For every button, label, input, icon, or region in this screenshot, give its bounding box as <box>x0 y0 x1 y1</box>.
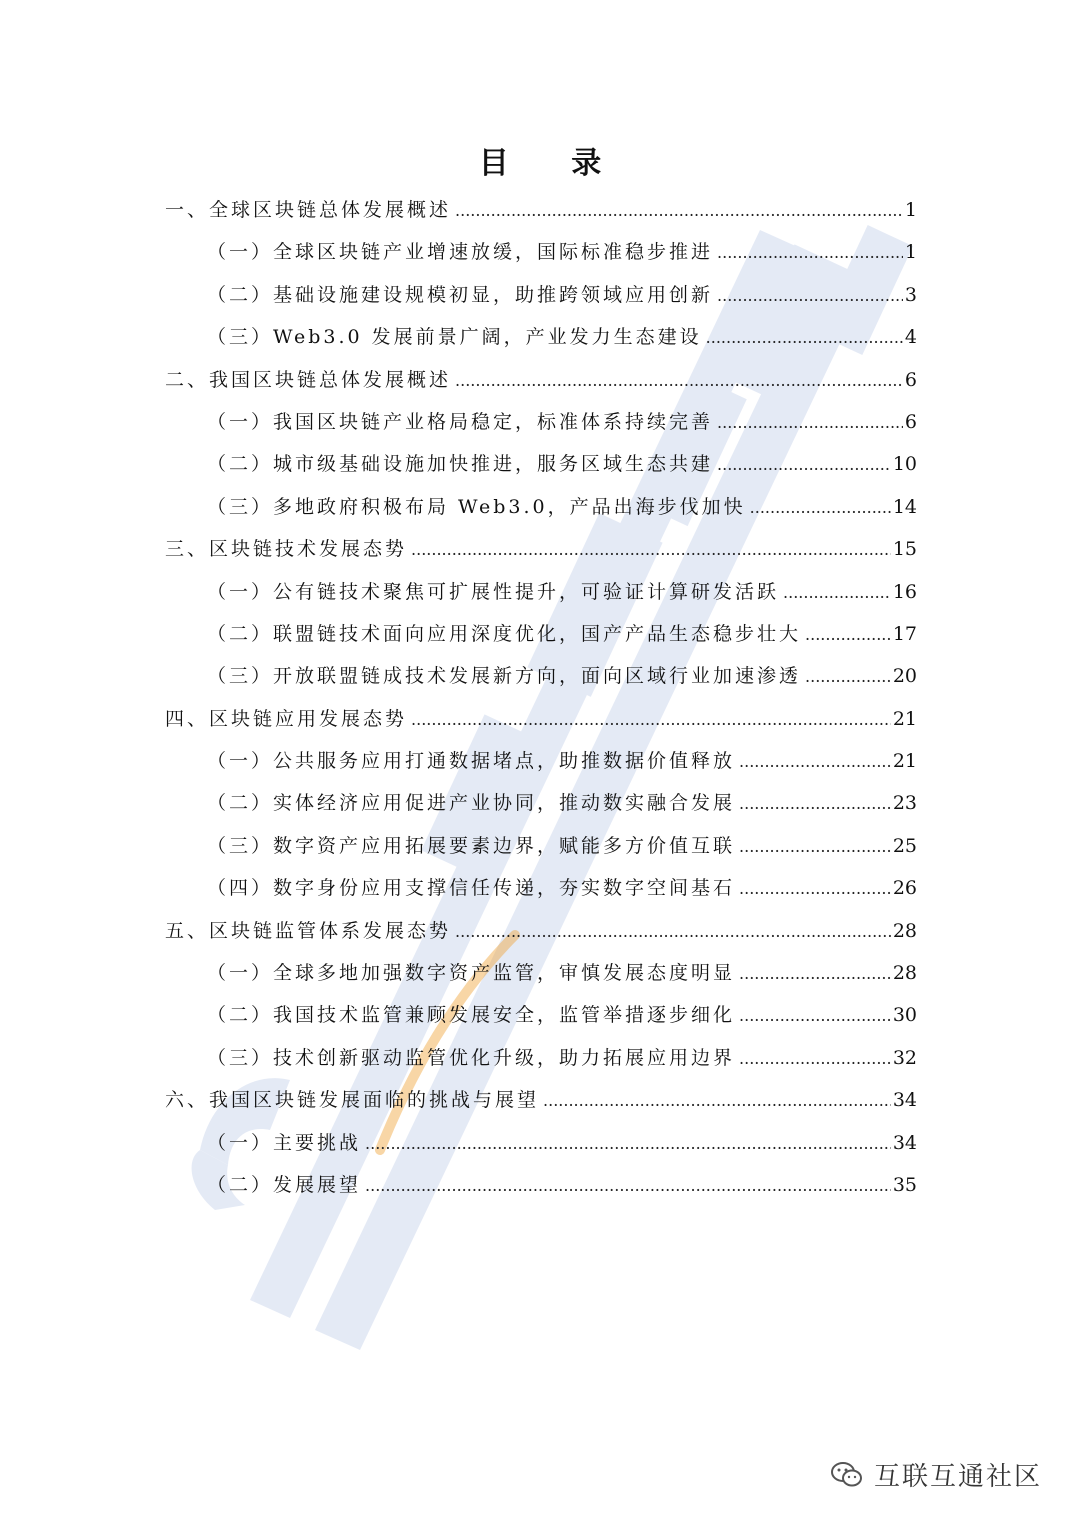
toc-entry-label: （二）我国技术监管兼顾发展安全，监管举措逐步细化 <box>207 1004 736 1027</box>
toc-entry-label: （一）全球区块链产业增速放缓，国际标准稳步推进 <box>207 241 714 264</box>
toc-section[interactable] <box>165 486 917 528</box>
toc-page-number: 3 <box>904 283 917 306</box>
toc-page-number: 15 <box>892 538 917 561</box>
toc-entry-label: （二）联盟链技术面向应用深度优化，国产产品生态稳步壮大 <box>207 622 802 645</box>
toc-page-number: 23 <box>892 792 917 815</box>
toc-leader-dots <box>739 953 891 995</box>
toc-section[interactable] <box>165 655 917 697</box>
toc-page-number: 4 <box>904 326 917 349</box>
page-title: 目 录 <box>478 146 628 181</box>
toc-entry-label: （三）开放联盟链成技术发展新方向，面向区域行业加速渗透 <box>207 665 802 688</box>
toc-page-number: 25 <box>892 834 917 857</box>
toc-leader-dots <box>543 1080 891 1122</box>
toc-section[interactable] <box>165 952 917 994</box>
toc-entry-label: （一）全球多地加强数字资产监管，审慎发展态度明显 <box>207 962 736 985</box>
toc-leader-dots <box>739 741 891 783</box>
toc-leader-dots <box>805 614 891 656</box>
toc-page-number: 6 <box>904 368 917 391</box>
toc-entry-label: （四）数字身份应用支撑信任传递，夯实数字空间基石 <box>207 877 736 900</box>
toc-page-number: 28 <box>892 962 917 985</box>
toc-page-number: 14 <box>892 495 917 518</box>
toc-page-number: 32 <box>892 1046 917 1069</box>
toc-section[interactable] <box>165 316 917 358</box>
toc-leader-dots <box>455 911 891 953</box>
toc-page-number: 17 <box>892 622 917 645</box>
toc-page-number: 21 <box>892 707 917 730</box>
toc-leader-dots <box>365 1165 891 1207</box>
toc-section[interactable] <box>165 1037 917 1079</box>
toc-chapter[interactable] <box>165 698 917 740</box>
toc-leader-dots <box>739 1038 891 1080</box>
toc-entry-label: 五、区块链监管体系发展态势 <box>165 919 452 942</box>
toc-page-number: 6 <box>904 410 917 433</box>
toc-section[interactable] <box>165 274 917 316</box>
toc-leader-dots <box>805 656 891 698</box>
toc-leader-dots <box>365 1123 891 1165</box>
toc-entry-label: 四、区块链应用发展态势 <box>165 707 408 730</box>
toc-entry-label: 二、我国区块链总体发展概述 <box>165 368 452 391</box>
toc-entry-label: （二）实体经济应用促进产业协同，推动数实融合发展 <box>207 792 736 815</box>
toc-entry-label: （一）主要挑战 <box>207 1131 362 1154</box>
toc-chapter[interactable] <box>165 528 917 570</box>
toc-entry-label: （三）多地政府积极布局 Web3.0，产品出海步伐加快 <box>207 495 746 518</box>
toc-section[interactable] <box>165 867 917 909</box>
toc-page-number: 1 <box>904 241 917 264</box>
footer-brand-text: 互联互通社区 <box>873 1462 1042 1492</box>
toc-page-number: 26 <box>892 877 917 900</box>
toc-entry-label: （三）Web3.0 发展前景广阔，产业发力生态建设 <box>207 326 702 349</box>
toc-leader-dots <box>706 317 903 359</box>
toc-section[interactable] <box>165 1164 917 1206</box>
toc-entry-label: （三）数字资产应用拓展要素边界，赋能多方价值互联 <box>207 834 736 857</box>
toc-chapter[interactable] <box>165 1079 917 1121</box>
toc-entry-label: （一）公共服务应用打通数据堵点，助推数据价值释放 <box>207 750 736 773</box>
toc-page-number: 16 <box>892 580 917 603</box>
toc-section[interactable] <box>165 613 917 655</box>
toc-chapter[interactable] <box>165 189 917 231</box>
toc-page-number: 28 <box>892 919 917 942</box>
toc-section[interactable] <box>165 782 917 824</box>
toc-section[interactable] <box>165 740 917 782</box>
toc-entry-label: （一）公有链技术聚焦可扩展性提升，可验证计算研发活跃 <box>207 580 780 603</box>
toc-leader-dots <box>739 995 891 1037</box>
toc-page-number: 34 <box>892 1089 917 1112</box>
toc-leader-dots <box>411 699 891 741</box>
toc-leader-dots <box>411 529 891 571</box>
toc-section[interactable] <box>165 825 917 867</box>
toc-section[interactable] <box>165 443 917 485</box>
toc-entry-label: （二）城市级基础设施加快推进，服务区域生态共建 <box>207 453 714 476</box>
toc-chapter[interactable] <box>165 910 917 952</box>
toc-page-number: 10 <box>892 453 917 476</box>
footer-brand <box>830 1456 1042 1493</box>
toc-page-number: 30 <box>892 1004 917 1027</box>
toc-section[interactable] <box>165 401 917 443</box>
toc-leader-dots <box>739 868 891 910</box>
table-of-contents <box>165 189 917 1206</box>
toc-page-number: 35 <box>892 1173 917 1196</box>
toc-page-number: 34 <box>892 1131 917 1154</box>
toc-entry-label: （二）发展展望 <box>207 1173 362 1196</box>
toc-page-number: 21 <box>892 750 917 773</box>
toc-leader-dots <box>717 275 903 317</box>
toc-page-number: 1 <box>904 199 917 221</box>
toc-leader-dots <box>717 444 891 486</box>
toc-section[interactable] <box>165 994 917 1036</box>
toc-leader-dots <box>739 826 891 868</box>
toc-page-number: 20 <box>892 665 917 688</box>
toc-leader-dots <box>783 572 891 614</box>
toc-entry-label: （一）我国区块链产业格局稳定，标准体系持续完善 <box>207 410 714 433</box>
toc-entry-label: 一、全球区块链总体发展概述 <box>165 199 452 221</box>
toc-leader-dots <box>750 487 891 529</box>
toc-leader-dots <box>717 402 903 444</box>
toc-section[interactable] <box>165 231 917 273</box>
toc-leader-dots <box>717 232 903 274</box>
toc-section[interactable] <box>165 1122 917 1164</box>
toc-leader-dots <box>455 190 903 232</box>
toc-entry-label: （二）基础设施建设规模初显，助推跨领域应用创新 <box>207 283 714 306</box>
toc-leader-dots <box>739 783 891 825</box>
toc-entry-label: 六、我国区块链发展面临的挑战与展望 <box>165 1089 540 1112</box>
toc-entry-label: 三、区块链技术发展态势 <box>165 538 408 561</box>
toc-chapter[interactable] <box>165 359 917 401</box>
toc-entry-label: （三）技术创新驱动监管优化升级，助力拓展应用边界 <box>207 1046 736 1069</box>
toc-leader-dots <box>455 360 903 402</box>
wechat-icon <box>830 1460 864 1490</box>
toc-section[interactable] <box>165 571 917 613</box>
